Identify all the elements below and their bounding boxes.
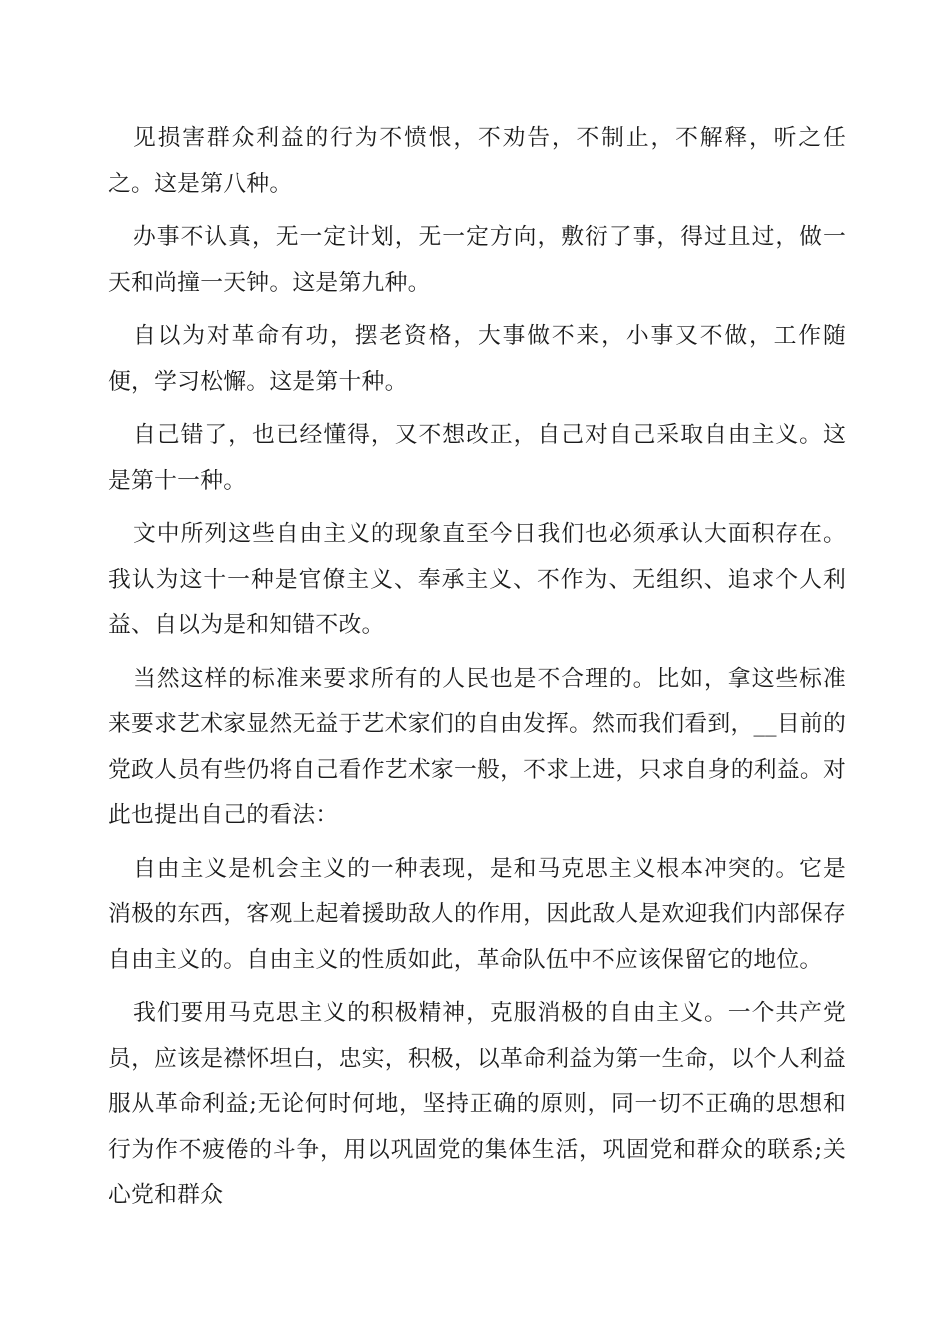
paragraph: 我们要用马克思主义的积极精神，克服消极的自由主义。一个共产党员，应该是襟怀坦白，忠实，积极，以革命利益为第一生命，以个人利益服从革命利益;无论何时何地，坚持正确的原则，同一切不正确的思想和行为作不疲倦的斗争，用以巩固党的集体生活，巩固党和群众的联系;关心党和群众	[108, 1000, 846, 1208]
paragraph: 见损害群众利益的行为不愤恨，不劝告，不制止，不解释，听之任之。这是第八种。	[108, 125, 846, 197]
paragraph: 自以为对革命有功，摆老资格，大事做不来，小事又不做，工作随便，学习松懈。这是第十种。	[108, 323, 846, 395]
paragraph: 自由主义是机会主义的一种表现，是和马克思主义根本冲突的。它是消极的东西，客观上起着援助敌人的作用，因此敌人是欢迎我们内部保存自由主义的。自由主义的性质如此，革命队伍中不应该保留它的地位。	[108, 855, 846, 973]
document-body	[108, 116, 846, 1227]
paragraph: 办事不认真，无一定计划，无一定方向，敷衍了事，得过且过，做一天和尚撞一天钟。这是第九种。	[108, 224, 846, 296]
paragraph: 文中所列这些自由主义的现象直至今日我们也必须承认大面积存在。我认为这十一种是官僚主义、奉承主义、不作为、无组织、追求个人利益、自以为是和知错不改。	[108, 521, 846, 638]
paragraph: 当然这样的标准来要求所有的人民也是不合理的。比如，拿这些标准来要求艺术家显然无益于艺术家们的自由发挥。然而我们看到，__目前的党政人员有些仍将自己看作艺术家一般，不求上进，只求自身的利益。对此也提出自己的看法：	[108, 665, 846, 828]
paragraph: 自己错了，也已经懂得，又不想改正，自己对自己采取自由主义。这是第十一种。	[108, 422, 846, 494]
